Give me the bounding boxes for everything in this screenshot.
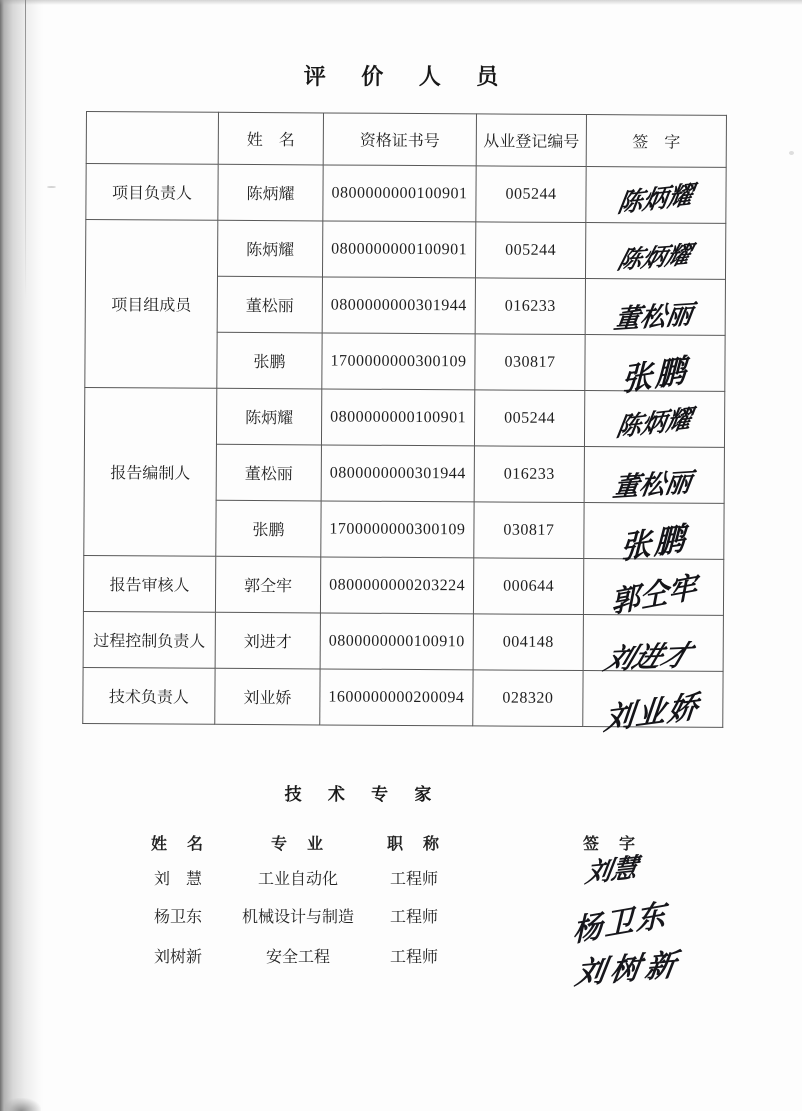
expert-job-title: 工程师 — [389, 871, 438, 888]
name-cell: 刘进才 — [215, 612, 320, 669]
signature-cell — [583, 615, 723, 676]
expert-major: 机械设计与制造 — [241, 909, 354, 926]
expert-job-title: 工程师 — [389, 909, 438, 926]
expert-name: 刘树新 — [153, 949, 202, 966]
page-edge-shadow-top — [0, 0, 802, 5]
name-cell: 张鹏 — [216, 500, 321, 557]
role-cell: 报告编制人 — [84, 387, 217, 556]
expert-signature-handwriting: 刘树新 — [572, 948, 683, 991]
reg-cell: 004148 — [473, 614, 583, 671]
table-row — [84, 387, 724, 447]
role-cell: 过程控制负责人 — [83, 611, 215, 668]
name-cell: 陈炳耀 — [217, 220, 322, 277]
header-sign-cell: 签 字 — [586, 115, 726, 168]
name-cell: 董松丽 — [216, 444, 321, 501]
reg-cell: 005244 — [476, 166, 586, 223]
signature-handwriting: 张鹏 — [620, 352, 689, 399]
cert-cell: 0800000000100910 — [320, 613, 473, 670]
expert-job-title: 工程师 — [389, 949, 438, 966]
scan-speck — [47, 186, 56, 188]
table-row — [83, 667, 723, 727]
reg-cell: 005244 — [475, 222, 585, 279]
expert-name: 杨卫东 — [153, 909, 202, 926]
header-cert-cell: 资格证书号 — [323, 113, 476, 166]
reg-cell: 030817 — [474, 502, 584, 559]
signature-cell — [583, 559, 723, 620]
signature-handwriting: 陈炳耀 — [614, 405, 694, 442]
role-cell: 项目负责人 — [86, 164, 218, 221]
signature-handwriting: 张鹏 — [619, 520, 688, 567]
expert-signature-handwriting: 杨卫东 — [572, 898, 668, 949]
reg-cell: 016233 — [475, 278, 585, 335]
role-cell: 技术负责人 — [83, 667, 215, 724]
signature-cell — [584, 503, 724, 567]
reg-cell: 030817 — [475, 334, 585, 391]
expert-major: 安全工程 — [265, 949, 330, 966]
signature-cell — [583, 671, 723, 737]
cert-cell: 0800000000301944 — [322, 277, 475, 334]
header-reg-cell: 从业登记编号 — [476, 114, 586, 167]
cert-cell: 0800000000100901 — [322, 221, 475, 278]
reg-cell: 005244 — [474, 390, 584, 447]
table-row — [85, 220, 725, 280]
signature-cell — [584, 447, 724, 504]
signature-handwriting: 刘业娇 — [601, 689, 701, 737]
reg-cell: 028320 — [473, 670, 583, 727]
name-cell: 郭仝牢 — [215, 556, 320, 613]
reg-cell: 000644 — [473, 558, 583, 615]
signature-handwriting: 陈炳耀 — [615, 181, 695, 218]
cert-cell: 0800000000301944 — [321, 445, 474, 502]
signature-handwriting: 郭仝牢 — [610, 571, 698, 620]
table-row — [86, 164, 726, 224]
cert-cell: 0800000000100901 — [321, 389, 474, 446]
role-cell: 报告审核人 — [83, 555, 215, 612]
name-cell: 刘业娇 — [215, 668, 320, 725]
expert-signature-handwriting: 刘慧 — [583, 852, 640, 889]
cert-cell: 1700000000300109 — [321, 501, 474, 558]
corner-scan-smudge — [5, 1098, 41, 1111]
experts-header-sign: 签 字 — [582, 836, 637, 853]
table-row — [83, 555, 723, 615]
name-cell: 陈炳耀 — [216, 388, 321, 445]
cert-cell: 0800000000203224 — [320, 557, 473, 614]
role-cell: 项目组成员 — [85, 220, 218, 389]
experts-header-name: 姓 名 — [150, 836, 205, 853]
name-cell: 张鹏 — [217, 332, 322, 389]
signature-cell — [586, 167, 726, 224]
experts-header-major: 专 业 — [270, 836, 325, 853]
signature-handwriting: 董松丽 — [612, 299, 695, 335]
name-cell: 董松丽 — [217, 276, 322, 333]
signature-handwriting: 董松丽 — [611, 467, 694, 503]
signature-handwriting: 刘进才 — [600, 640, 696, 676]
cert-cell: 1700000000300109 — [322, 333, 475, 390]
experts-section-title: 技 术 专 家 — [284, 785, 443, 804]
signature-handwriting: 陈炳耀 — [613, 242, 694, 275]
cert-cell: 1600000000200094 — [320, 669, 473, 726]
signature-cell — [585, 279, 725, 336]
signature-cell — [584, 391, 724, 448]
expert-major: 工业自动化 — [257, 871, 338, 888]
table-row — [83, 611, 723, 671]
evaluators-section-title: 评 价 人 员 — [303, 64, 514, 89]
table-header-row — [86, 112, 726, 168]
paper-crease-line — [25, 0, 26, 300]
experts-header-title: 职 称 — [386, 836, 441, 853]
evaluators-table — [82, 111, 727, 737]
name-cell: 陈炳耀 — [218, 164, 323, 221]
header-name-cell: 姓 名 — [218, 112, 323, 165]
signature-cell — [585, 223, 725, 280]
scan-speck — [789, 151, 794, 155]
header-role-cell — [86, 112, 218, 165]
reg-cell: 016233 — [474, 446, 584, 503]
page-edge-shadow-left — [0, 0, 44, 1111]
cert-cell: 0800000000100901 — [323, 165, 476, 222]
expert-name: 刘 慧 — [153, 871, 202, 888]
signature-cell — [585, 335, 725, 399]
